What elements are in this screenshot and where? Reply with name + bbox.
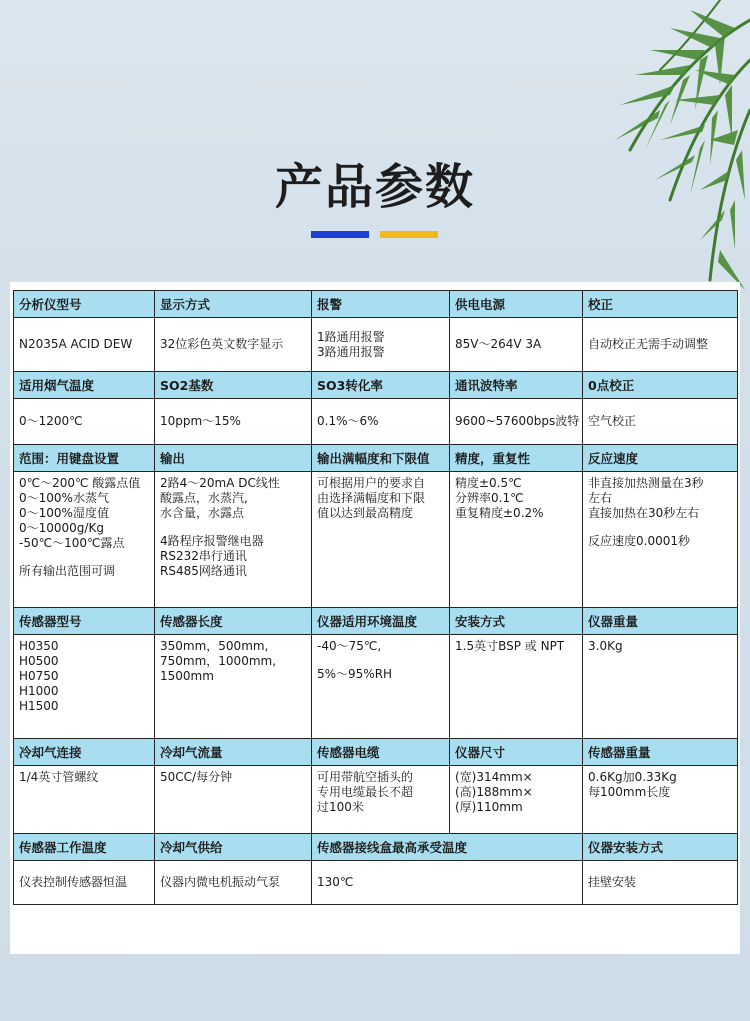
spec-value-line: H0500 [19, 654, 59, 668]
spec-value-line: 0.1%～6% [317, 414, 379, 428]
spec-panel [10, 282, 740, 954]
spec-value-cell [155, 766, 312, 834]
spec-header-cell: 传感器长度 [155, 608, 312, 635]
spec-value-cell [312, 766, 450, 834]
spec-header-cell: 分析仪型号 [14, 291, 155, 318]
spec-value-line: 750mm，1000mm, [160, 654, 277, 668]
spec-value-cell [155, 472, 312, 608]
spec-value-line: 0～1200℃ [19, 414, 83, 428]
spec-header-cell: 反应速度 [583, 445, 738, 472]
spec-header-cell: 传感器重量 [583, 739, 738, 766]
spec-value-line: 0.6Kg加0.33Kg [588, 770, 677, 784]
spec-value-line [19, 551, 149, 564]
spec-value-line: RS485网络通讯 [160, 564, 247, 578]
spec-value-line: 分辨率0.1℃ [455, 491, 524, 505]
spec-value-line: 2路4～20mA DC线性 [160, 476, 280, 490]
spec-header-cell: 通讯波特率 [450, 372, 583, 399]
spec-value-row [14, 766, 738, 834]
spec-value-line: 3.0Kg [588, 639, 623, 653]
spec-header-row [14, 445, 738, 472]
spec-value-line: (宽)314mm× [455, 770, 533, 784]
accent-bar-blue [311, 231, 369, 238]
spec-value-line: 仪器内微电机振动气泵 [160, 875, 281, 889]
spec-header-cell: 供电电源 [450, 291, 583, 318]
spec-value-row [14, 472, 738, 608]
spec-value-line: 可用带航空插头的 [317, 770, 414, 784]
spec-value-cell [583, 635, 738, 739]
spec-header-cell: 校正 [583, 291, 738, 318]
spec-value-line: 0℃～200℃ 酸露点值 [19, 476, 141, 490]
spec-header-row [14, 291, 738, 318]
spec-value-line: H1000 [19, 684, 59, 698]
spec-header-row [14, 739, 738, 766]
spec-header-row [14, 608, 738, 635]
spec-value-line [160, 521, 306, 534]
spec-header-cell: 仪器重量 [583, 608, 738, 635]
spec-value-row [14, 861, 738, 905]
spec-value-cell [450, 399, 583, 445]
spec-value-line: N2035A ACID DEW [19, 337, 133, 351]
spec-value-row [14, 635, 738, 739]
spec-value-line: 1500mm [160, 669, 214, 683]
spec-header-cell: 报警 [312, 291, 450, 318]
spec-value-line: 过100米 [317, 800, 364, 814]
spec-value-cell [312, 318, 450, 372]
spec-value-line: 值以达到最高精度 [317, 506, 414, 520]
spec-value-cell [583, 399, 738, 445]
page-title: 产品参数 [274, 159, 475, 215]
spec-header-cell: 精度，重复性 [450, 445, 583, 472]
spec-value-line: 可根据用户的要求自 [317, 476, 426, 490]
accent-bar-yellow [380, 231, 438, 238]
spec-header-cell: 输出满幅度和下限值 [312, 445, 450, 472]
spec-value-line: 水含量，水露点 [160, 506, 245, 520]
spec-value-cell [450, 472, 583, 608]
spec-header-cell: 0点校正 [583, 372, 738, 399]
spec-value-cell [450, 635, 583, 739]
spec-value-cell [583, 861, 738, 905]
spec-value-cell [14, 635, 155, 739]
spec-value-line: 反应速度0.0001秒 [588, 534, 690, 548]
spec-table [13, 290, 738, 905]
spec-value-line: 空气校正 [588, 414, 637, 428]
spec-value-line: 4路程序报警继电器 [160, 534, 264, 548]
spec-value-line: 350mm，500mm, [160, 639, 269, 653]
spec-value-line: 酸露点，水蒸汽, [160, 491, 248, 505]
spec-value-line [317, 654, 444, 667]
spec-value-line: (厚)110mm [455, 800, 523, 814]
spec-value-line: 左右 [588, 491, 613, 505]
spec-header-cell: 范围：用键盘设置 [14, 445, 155, 472]
spec-header-cell: 传感器工作温度 [14, 834, 155, 861]
spec-value-cell [583, 766, 738, 834]
spec-value-line: 1路通用报警 [317, 329, 385, 344]
spec-value-line: 由选择满幅度和下限 [317, 491, 426, 505]
spec-value-cell [14, 399, 155, 445]
spec-value-line: 50CC/每分钟 [160, 770, 233, 784]
spec-value-line: 10ppm～15% [160, 414, 241, 428]
spec-value-cell [450, 766, 583, 834]
spec-value-cell [312, 635, 450, 739]
spec-header-row [14, 372, 738, 399]
spec-header-cell: SO3转化率 [312, 372, 450, 399]
spec-value-line: -40～75℃, [317, 639, 382, 653]
spec-value-cell [14, 861, 155, 905]
spec-header-cell: 传感器接线盒最高承受温度 [312, 834, 583, 861]
spec-header-cell: 输出 [155, 445, 312, 472]
spec-value-line: 自动校正无需手动调整 [588, 337, 709, 351]
spec-value-line: -50℃～100℃露点 [19, 536, 125, 550]
spec-value-line: 0～10000g/Kg [19, 521, 104, 535]
spec-value-cell [155, 861, 312, 905]
spec-value-line: 0～100%湿度值 [19, 506, 109, 520]
spec-value-line: 非直接加热测量在3秒 [588, 476, 704, 490]
spec-value-line: 130℃ [317, 875, 354, 889]
spec-value-line: 精度±0.5℃ [455, 476, 522, 490]
spec-value-line: 专用电缆最长不超 [317, 785, 414, 799]
spec-value-line: 1/4英寸管螺纹 [19, 770, 99, 784]
spec-header-cell: 冷却气供给 [155, 834, 312, 861]
spec-value-line: RS232串行通讯 [160, 549, 247, 563]
spec-value-line: 0～100%水蒸气 [19, 491, 109, 505]
spec-value-cell [312, 861, 583, 905]
spec-header-cell: 安装方式 [450, 608, 583, 635]
spec-value-cell [583, 318, 738, 372]
spec-value-row [14, 399, 738, 445]
spec-value-cell [155, 399, 312, 445]
spec-header-cell: 适用烟气温度 [14, 372, 155, 399]
spec-value-line: 挂壁安装 [588, 875, 637, 889]
spec-value-cell [155, 318, 312, 372]
spec-header-cell: 仪器安装方式 [583, 834, 738, 861]
spec-value-cell [14, 318, 155, 372]
spec-value-line: (高)188mm× [455, 785, 533, 799]
spec-value-line: 3路通用报警 [317, 344, 385, 359]
spec-value-line: 32位彩色英文数字显示 [160, 337, 284, 351]
spec-header-cell: 传感器型号 [14, 608, 155, 635]
spec-value-line: 直接加热在30秒左右 [588, 506, 700, 520]
spec-value-line: H1500 [19, 699, 59, 713]
spec-value-line: 所有输出范围可调 [19, 564, 116, 578]
spec-header-cell: 冷却气连接 [14, 739, 155, 766]
spec-value-line: 1.5英寸BSP 或 NPT [455, 639, 565, 653]
spec-value-cell [155, 635, 312, 739]
spec-value-line [588, 521, 732, 534]
spec-value-cell [312, 399, 450, 445]
spec-value-line: 85V～264V 3A [455, 337, 542, 351]
spec-value-line: 仪表控制传感器恒温 [19, 875, 128, 889]
spec-value-cell [583, 472, 738, 608]
spec-value-line: 9600~57600bps波特 [455, 414, 580, 428]
spec-value-cell [14, 766, 155, 834]
spec-value-line: H0750 [19, 669, 59, 683]
spec-value-cell [14, 472, 155, 608]
spec-value-line: H0350 [19, 639, 59, 653]
spec-header-cell: 仪器适用环境温度 [312, 608, 450, 635]
spec-header-row [14, 834, 738, 861]
spec-header-cell: 冷却气流量 [155, 739, 312, 766]
spec-value-line: 5%～95%RH [317, 667, 393, 681]
spec-value-cell [312, 472, 450, 608]
spec-header-cell: SO2基数 [155, 372, 312, 399]
spec-header-cell: 仪器尺寸 [450, 739, 583, 766]
spec-header-cell: 显示方式 [155, 291, 312, 318]
spec-value-line: 重复精度±0.2% [455, 506, 544, 520]
spec-value-cell [450, 318, 583, 372]
spec-value-row [14, 318, 738, 372]
spec-value-line: 每100mm长度 [588, 785, 671, 799]
spec-header-cell: 传感器电缆 [312, 739, 450, 766]
